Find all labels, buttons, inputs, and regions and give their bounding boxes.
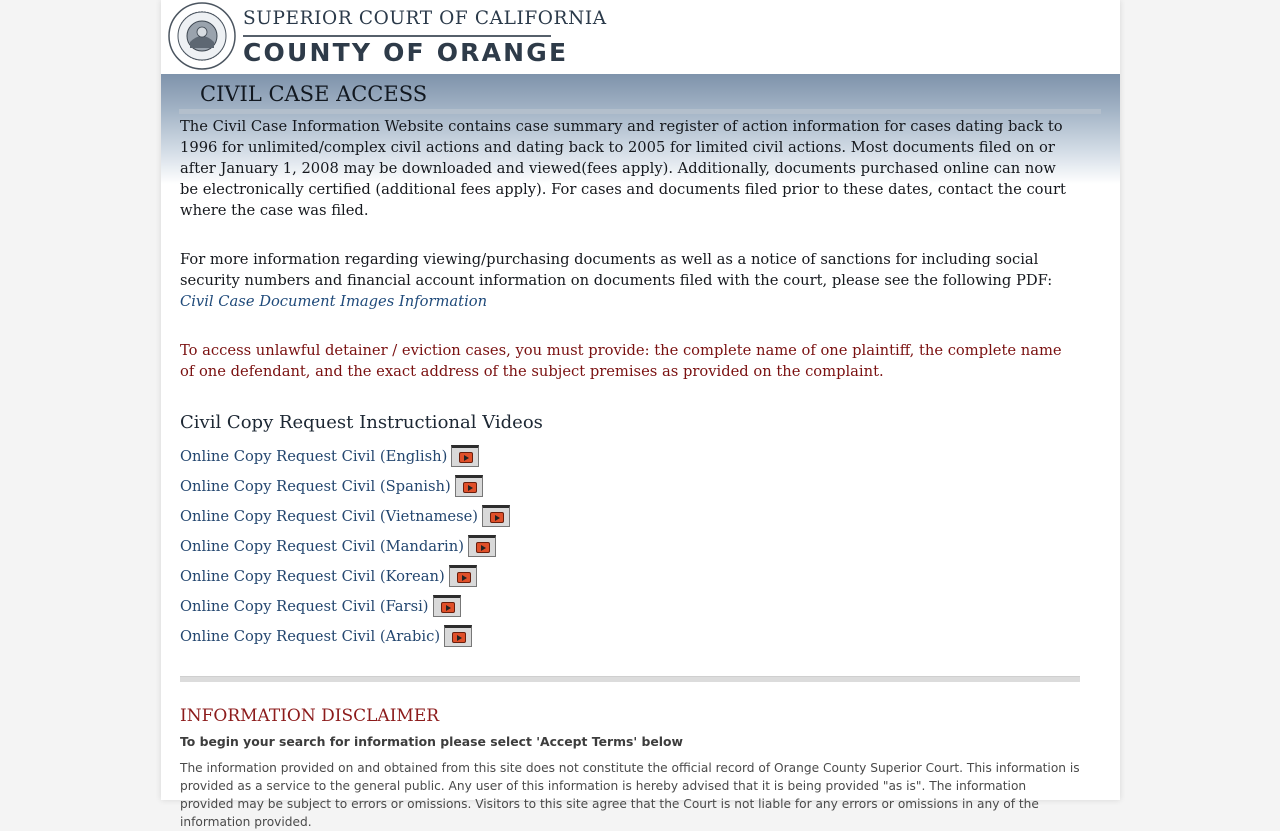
- play-video-icon[interactable]: [482, 505, 510, 527]
- play-video-icon[interactable]: [433, 595, 461, 617]
- pdf-info-link[interactable]: Civil Case Document Images Information: [180, 293, 488, 310]
- play-video-icon[interactable]: [449, 565, 477, 587]
- play-video-icon[interactable]: [468, 535, 496, 557]
- court-name-county: COUNTY OF ORANGE: [243, 38, 569, 67]
- video-link-english[interactable]: Online Copy Request Civil (English): [180, 447, 448, 465]
- section-divider: [180, 676, 1080, 682]
- intro-paragraph: The Civil Case Information Website contains case summary and register of action information for cases dating back to 1996 for unlimited/complex civil actions and dating back to 2005 for limited civil actions. Most documents filed on or after January 1, 2008 may be downloaded and viewed(fees apply). Additionally, documents purchased online can now be electronically certified (additional fees apply). For cases and documents filed prior to these dates, contact the court where the case was filed.: [180, 118, 1066, 219]
- video-item-korean: [180, 561, 1070, 591]
- video-item-english: [180, 441, 1070, 471]
- video-link-korean[interactable]: Online Copy Request Civil (Korean): [180, 567, 445, 585]
- disclaimer-title: INFORMATION DISCLAIMER: [180, 706, 440, 726]
- page-container: [161, 0, 1120, 829]
- site-header: [161, 0, 1120, 74]
- play-video-icon[interactable]: [455, 475, 483, 497]
- court-name-top: SUPERIOR COURT OF CALIFORNIA: [243, 8, 607, 29]
- video-link-vietnamese[interactable]: Online Copy Request Civil (Vietnamese): [180, 507, 479, 525]
- disclaimer-instruction: To begin your search for information please select 'Accept Terms' below: [180, 734, 683, 749]
- videos-heading: Civil Copy Request Instructional Videos: [180, 412, 543, 433]
- video-item-mandarin: [180, 531, 1070, 561]
- video-list: [180, 441, 1070, 651]
- video-link-arabic[interactable]: Online Copy Request Civil (Arabic): [180, 627, 441, 645]
- play-video-icon[interactable]: [451, 445, 479, 467]
- play-video-icon[interactable]: [444, 625, 472, 647]
- video-item-vietnamese: [180, 501, 1070, 531]
- video-item-spanish: [180, 471, 1070, 501]
- court-name-divider: [243, 35, 551, 37]
- disclaimer-body: The information provided on and obtained from this site does not constitute the official record of Orange County Superior Court. This information is provided as a service to the general public. Any user of this information is hereby advised that it is being provided "as is". The information provided may be subject to errors or omissions. Visitors to this site agree that the Court is not liable for any errors or omissions in any of the information provided.: [180, 761, 1080, 829]
- video-link-spanish[interactable]: Online Copy Request Civil (Spanish): [180, 477, 451, 495]
- video-item-arabic: [180, 621, 1070, 651]
- video-item-farsi: [180, 591, 1070, 621]
- main-content: [180, 116, 1070, 651]
- video-link-mandarin[interactable]: Online Copy Request Civil (Mandarin): [180, 537, 464, 555]
- page-title: CIVIL CASE ACCESS: [200, 82, 428, 106]
- court-seal-logo: [168, 2, 236, 70]
- banner-rule: [179, 109, 1101, 114]
- documents-info-paragraph: [180, 249, 1070, 312]
- video-link-farsi[interactable]: Online Copy Request Civil (Farsi): [180, 597, 429, 615]
- unlawful-detainer-notice: To access unlawful detainer / eviction cases, you must provide: the complete name of one plaintiff, the complete name of one defendant, and the exact address of the subject premises as provided on the complaint.: [180, 342, 1062, 380]
- documents-info-text: For more information regarding viewing/purchasing documents as well as a notice of sanctions for including social security numbers and financial account information on documents filed with the court, please see the following PDF:: [180, 251, 1053, 289]
